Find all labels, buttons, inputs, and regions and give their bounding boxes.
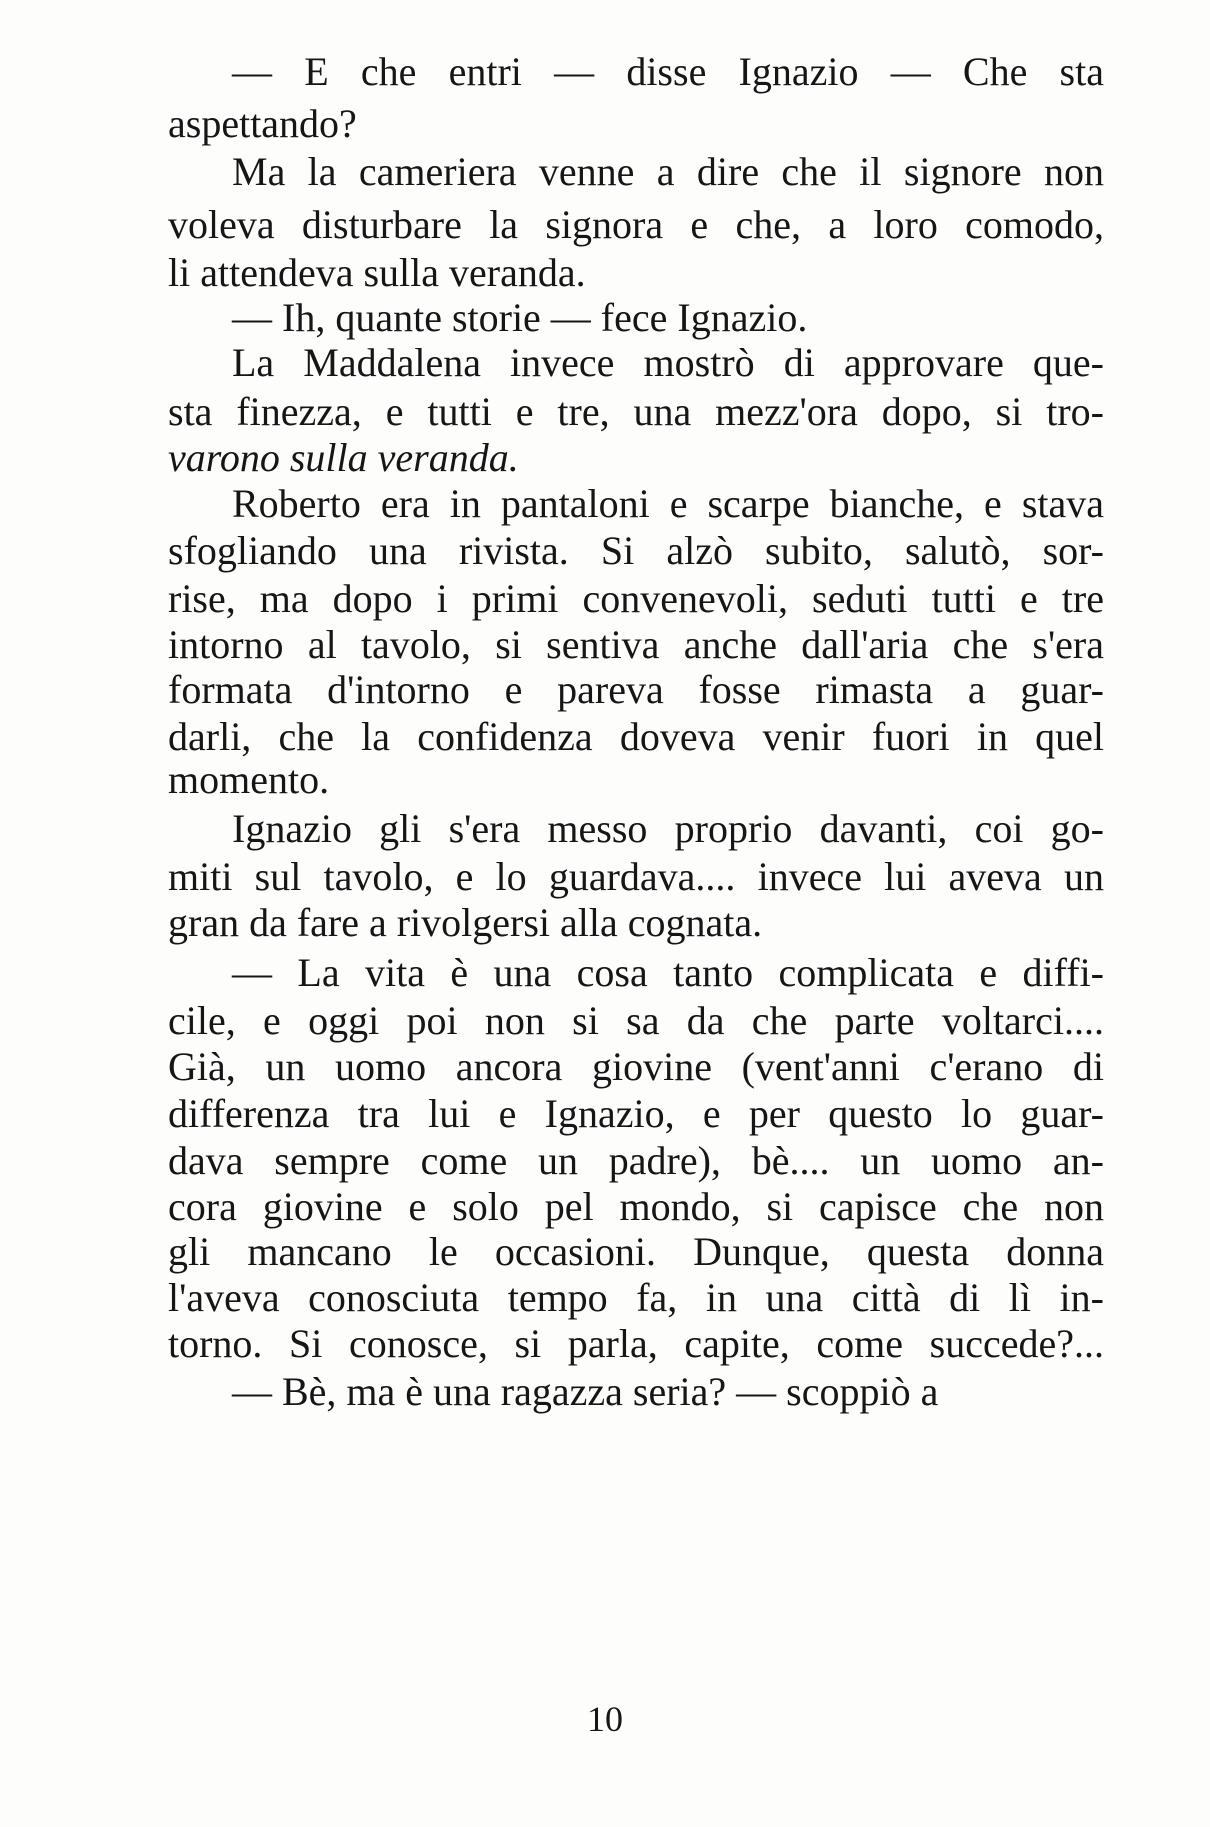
text-line: l'aveva conosciuta tempo fa, in una città di lì in- [168, 1275, 1104, 1320]
text-line: darli, che la confidenza doveva venir fuori in quel [168, 714, 1104, 759]
text-line: rise, ma dopo i primi convenevoli, seduti tutti e tre [168, 576, 1104, 621]
text-line: cora giovine e solo pel mondo, si capisce che non [168, 1184, 1104, 1229]
text-line: Roberto era in pantaloni e scarpe bianche, e stava [232, 481, 1104, 526]
text-line: formata d'intorno e pareva fosse rimasta a guar- [168, 667, 1104, 712]
text-line: gran da fare a rivolgersi alla cognata. [168, 900, 763, 945]
text-line: differenza tra lui e Ignazio, e per questo lo guar- [168, 1091, 1104, 1136]
text-line: varono sulla veranda. [168, 435, 519, 480]
text-line: li attendeva sulla veranda. [168, 250, 586, 295]
text-line: — E che entri — disse Ignazio — Che sta [232, 49, 1104, 94]
text-line: Già, un uomo ancora giovine (vent'anni c'erano di [168, 1044, 1104, 1089]
text-line: gli mancano le occasioni. Dunque, questa donna [168, 1229, 1104, 1274]
text-line: voleva disturbare la signora e che, a loro comodo, [168, 202, 1104, 247]
text-line: — Ih, quante storie — fece Ignazio. [232, 295, 808, 340]
text-line: cile, e oggi poi non si sa da che parte voltarci.... [168, 998, 1104, 1043]
text-line: aspettando? [168, 101, 357, 146]
text-line: sfogliando una rivista. Si alzò subito, salutò, sor- [168, 528, 1104, 573]
text-line: miti sul tavolo, e lo guardava.... invece lui aveva un [168, 854, 1104, 899]
text-line: La Maddalena invece mostrò di approvare que- [232, 340, 1104, 385]
text-line: dava sempre come un padre), bè.... un uomo an- [168, 1138, 1104, 1183]
text-line: sta finezza, e tutti e tre, una mezz'ora dopo, si tro- [168, 389, 1104, 434]
text-line: — La vita è una cosa tanto complicata e diffi- [232, 950, 1104, 995]
text-line: — Bè, ma è una ragazza seria? — scoppiò a [232, 1369, 939, 1414]
page-number: 10 [587, 1699, 623, 1739]
text-line: Ignazio gli s'era messo proprio davanti, coi go- [232, 806, 1104, 851]
text-line: momento. [168, 757, 330, 802]
text-line: intorno al tavolo, si sentiva anche dall'aria che s'era [168, 622, 1104, 667]
text-line: torno. Si conosce, si parla, capite, come succede?... [168, 1321, 1104, 1366]
text-line: Ma la cameriera venne a dire che il signore non [232, 149, 1104, 194]
